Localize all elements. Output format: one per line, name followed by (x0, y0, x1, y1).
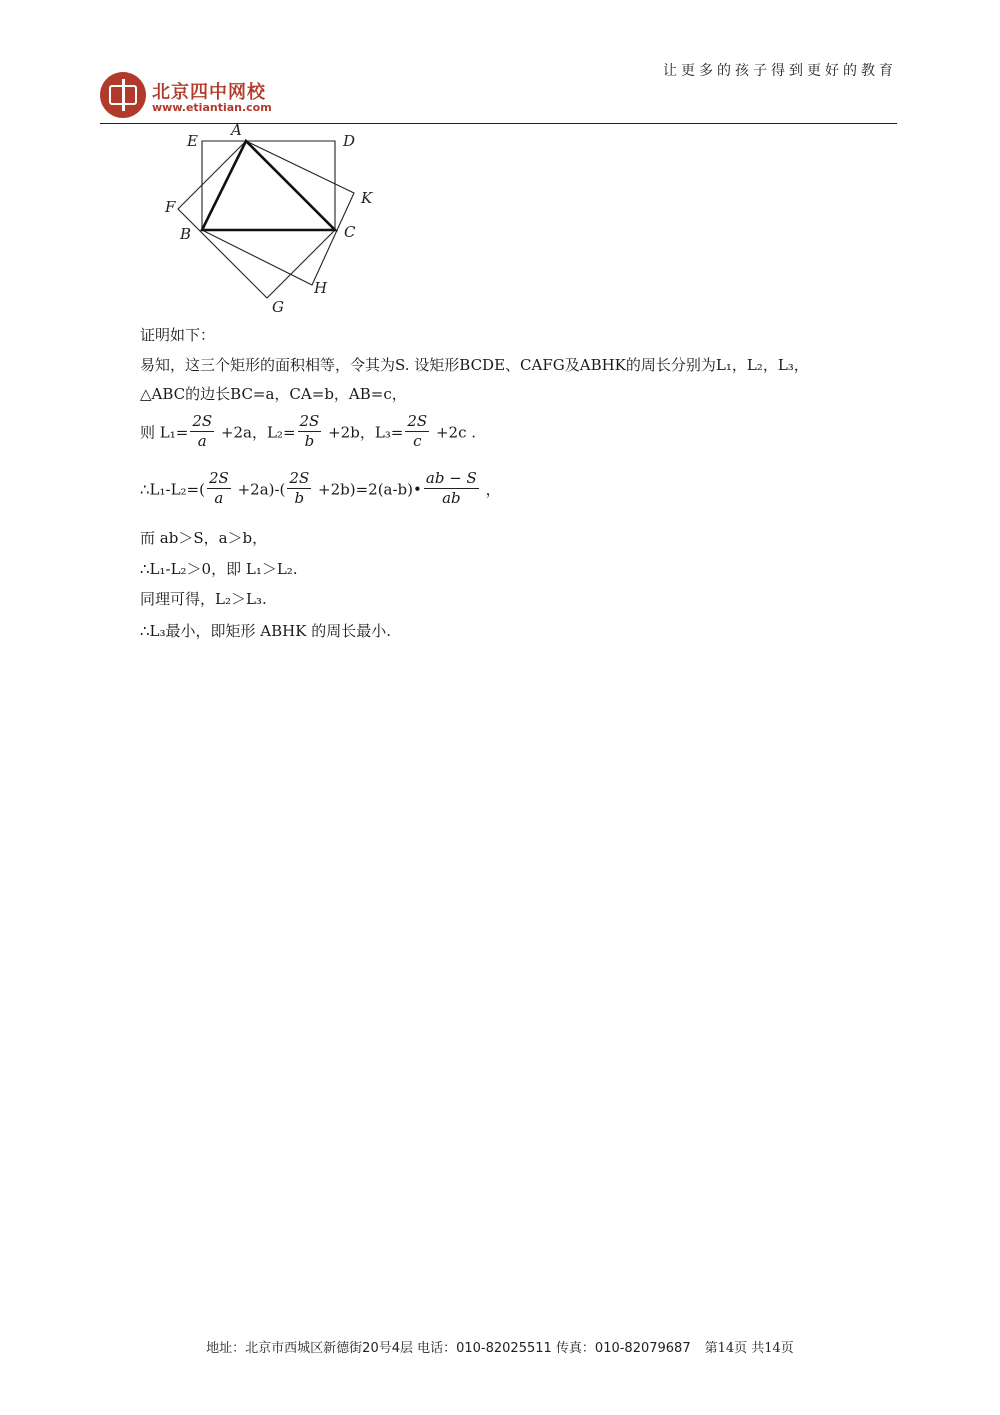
label-h: H (314, 279, 328, 297)
label-a: A (231, 121, 242, 139)
label-c: C (344, 223, 356, 241)
formula-text: +2a，L₂= (216, 423, 296, 442)
fraction: $\frac{2S}{b}$ (289, 469, 310, 507)
proof-line-2: △ABC的边长BC=a，CA=b，AB=c， (140, 385, 407, 403)
label-g: G (272, 298, 284, 316)
label-d: D (343, 132, 356, 150)
label-k: K (361, 189, 373, 207)
formula-text: +2b，L₃= (323, 423, 404, 442)
proof-line-6: ∴L₁-L₂＞0，即 L₁＞L₂. (140, 560, 298, 578)
proof-line-3 (140, 412, 477, 451)
footer (0, 1337, 1000, 1356)
formula-text: +2a)-( (232, 480, 286, 499)
footer-address: 地址：北京市西城区新德街20号4层 电话：010-82025511 传真：010-82079687 (206, 1341, 691, 1356)
rect-bcde (202, 141, 335, 230)
formula-text: ， (480, 480, 501, 499)
formula-text: +2b)=2(a-b)• (313, 480, 422, 499)
proof-line-8: ∴L₃最小，即矩形 ABHK 的周长最小. (140, 622, 391, 640)
label-b: B (180, 225, 192, 243)
page-number: 第14页 共14页 (704, 1341, 794, 1356)
header-slogan: 让更多的孩子得到更好的教育 (663, 63, 897, 79)
proof-line-1: 易知，这三个矩形的面积相等，令其为S. 设矩形BCDE、CAFG及ABHK的周长分别为L₁，L₂，L₃， (140, 356, 809, 374)
logo (100, 72, 300, 120)
formula-text: +2c . (431, 423, 477, 442)
proof-line-5: 而 ab＞S，a＞b， (140, 529, 268, 547)
fraction: $\frac{2S}{b}$ (299, 412, 320, 450)
geometry-figure (155, 120, 395, 320)
triangle-abc (202, 141, 335, 230)
proof-intro: 证明如下： (140, 326, 216, 344)
logo-text: 北京四中网校 (152, 82, 266, 103)
fraction: $\frac{2S}{c}$ (407, 412, 428, 450)
formula-prefix: ∴L₁-L₂=( (140, 480, 205, 499)
logo-url: www.etiantian.com (152, 101, 272, 114)
fraction: $\frac{2S}{a}$ (192, 412, 213, 450)
logo-emblem-icon (100, 72, 146, 118)
label-f: F (165, 198, 176, 216)
fraction: $\frac{2S}{a}$ (208, 469, 229, 507)
label-e: E (187, 132, 198, 150)
formula-prefix: 则 L₁= (140, 423, 189, 442)
fraction: $\frac{ab - S}{ab}$ (425, 469, 477, 507)
proof-line-7: 同理可得，L₂＞L₃. (140, 590, 267, 608)
proof-line-4 (140, 469, 501, 508)
